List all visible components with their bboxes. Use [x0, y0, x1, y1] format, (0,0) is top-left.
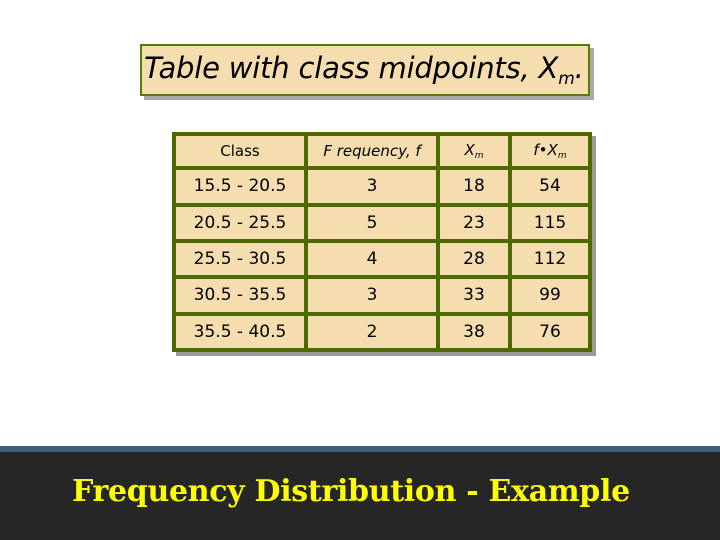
cell-frequency: 5 [308, 207, 436, 239]
table-row [176, 207, 588, 239]
cell-frequency: 2 [308, 316, 436, 348]
cell-product: 54 [512, 170, 588, 202]
cell-midpoint: 18 [440, 170, 508, 202]
cell-class: 25.5 - 30.5 [176, 243, 304, 275]
table-row [176, 170, 588, 202]
slide-title-subscript: m [558, 69, 575, 89]
header-midpoint-subscript: m [474, 151, 484, 162]
table-row [176, 243, 588, 275]
footer-title: Frequency Distribution - Example [72, 474, 630, 509]
table-row [176, 279, 588, 311]
frequency-table [172, 132, 592, 352]
slide-title-box [140, 44, 590, 96]
cell-class: 20.5 - 25.5 [176, 207, 304, 239]
table-header-row [176, 136, 588, 166]
header-midpoint-symbol: X [464, 141, 475, 160]
header-product [512, 136, 588, 166]
table-row [176, 316, 588, 348]
frequency-table-container [172, 132, 592, 352]
slide-title-suffix: . [574, 51, 584, 85]
cell-class: 30.5 - 35.5 [176, 279, 304, 311]
cell-midpoint: 23 [440, 207, 508, 239]
header-product-symbol: f•X [533, 141, 558, 160]
cell-frequency: 3 [308, 170, 436, 202]
cell-product: 112 [512, 243, 588, 275]
header-class: Class [176, 136, 304, 166]
cell-product: 115 [512, 207, 588, 239]
cell-midpoint: 38 [440, 316, 508, 348]
cell-frequency: 3 [308, 279, 436, 311]
header-product-subscript: m [557, 151, 567, 162]
cell-product: 76 [512, 316, 588, 348]
cell-midpoint: 33 [440, 279, 508, 311]
cell-product: 99 [512, 279, 588, 311]
header-midpoint [440, 136, 508, 166]
slide-title-text: Table with class midpoints, X [144, 51, 559, 85]
cell-class: 15.5 - 20.5 [176, 170, 304, 202]
cell-class: 35.5 - 40.5 [176, 316, 304, 348]
cell-midpoint: 28 [440, 243, 508, 275]
cell-frequency: 4 [308, 243, 436, 275]
slide-title [144, 51, 584, 89]
header-frequency: F requency, f [308, 136, 436, 166]
